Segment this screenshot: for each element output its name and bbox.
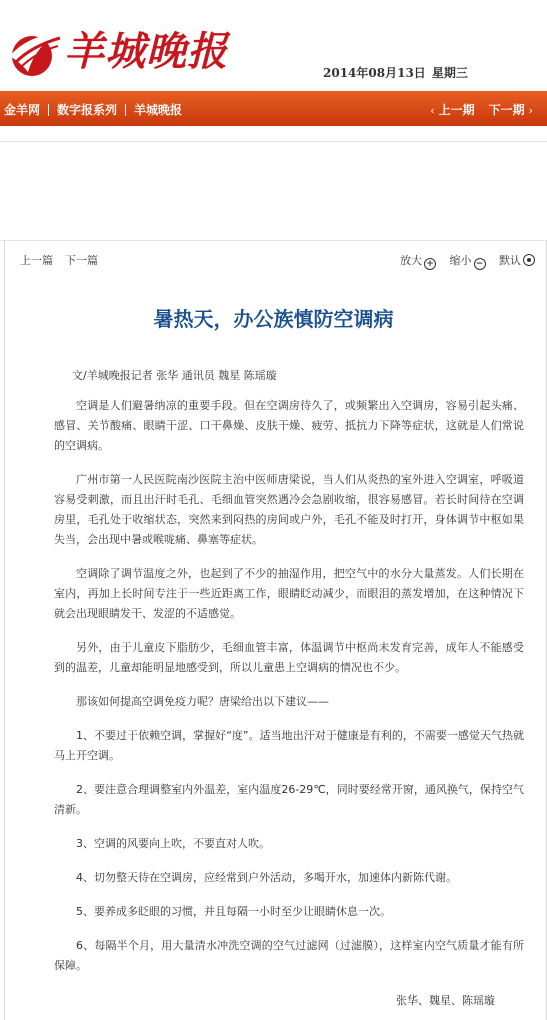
banner-placeholder — [0, 141, 547, 241]
date-text: 2014年08月13日 — [323, 66, 426, 80]
nav-links — [4, 91, 182, 126]
chevron-left-icon: ‹ — [430, 104, 435, 117]
top-nav-bar — [0, 91, 547, 126]
minus-circle-icon: − — [474, 258, 486, 270]
article-byline: 文/羊城晚报记者 张华 通讯员 魏星 陈瑶璇 — [72, 369, 277, 382]
article-toolbar — [20, 252, 535, 268]
next-article-link[interactable]: 下一篇 — [65, 254, 98, 267]
article-body — [54, 396, 524, 990]
article-paragraph: 空调是人们避暑纳凉的重要手段。但在空调房待久了，或频繁出入空调房，容易引起头痛、感冒、关节酸痛、眼睛干涩、口干鼻燥、皮肤干燥、疲劳、抵抗力下降等症状，这就是人们常说的空调病。 — [54, 399, 524, 452]
nav-link-digital-series[interactable]: 数字报系列 — [57, 103, 118, 117]
newspaper-logo[interactable] — [6, 22, 228, 84]
default-size-button[interactable] — [499, 252, 535, 268]
issue-pager — [430, 91, 537, 126]
article-paragraph: 1、不要过于依赖空调，掌握好“度”。适当地出汗对于健康是有利的，不需要一感觉天气热就马上开空调。 — [54, 729, 524, 762]
dot-circle-icon — [523, 254, 535, 266]
article-paragraph: 2、要注意合理调整室内外温差，室内温度26-29℃，同时要经常开窗，通风换气，保持空气清新。 — [54, 783, 524, 816]
nav-divider — [125, 104, 126, 116]
zoom-in-label: 放大 — [400, 254, 422, 267]
zoom-out-label: 缩小 — [449, 254, 472, 267]
article-paragraph: 5、要养成多眨眼的习惯，并且每隔一小时至少让眼睛休息一次。 — [76, 905, 391, 918]
article-title: 暑热天，办公族慎防空调病 — [153, 307, 394, 331]
article-paragraph: 另外，由于儿童皮下脂肪少，毛细血管丰富，体温调节中枢尚未发育完善，成年人不能感受到的温差，儿童却能明显地感受到，所以儿童患上空调病的情况也不少。 — [54, 641, 524, 674]
article-paragraph: 6、每隔半个月，用大量清水冲洗空调的空气过滤网（过滤膜），这样室内空气质量才能有所保障。 — [54, 939, 524, 972]
prev-article-link[interactable]: 上一篇 — [20, 254, 53, 267]
chevron-right-icon: › — [528, 104, 533, 117]
article-signature: 张华、魏星、陈瑶璇 — [396, 994, 495, 1007]
logo-text: 羊城晚报 — [64, 28, 228, 75]
logo-swoosh-icon — [6, 22, 66, 82]
nav-link-ycwb[interactable]: 羊城晚报 — [134, 103, 183, 117]
issue-date — [323, 64, 468, 81]
article-paragraph: 空调除了调节温度之外，也起到了不少的抽湿作用，把空气中的水分大量蒸发。人们长期在室内，再加上长时间专注于一些近距离工作，眼睛眨动减少，而眼泪的蒸发增加，在这种情况下就会出现眼睛发干、发涩的不适感觉。 — [54, 567, 524, 620]
weekday-text: 星期三 — [431, 66, 468, 80]
zoom-out-button[interactable] — [450, 252, 486, 270]
article-paragraph: 那该如何提高空调免疫力呢？唐梁给出以下建议—— — [76, 695, 329, 708]
masthead — [0, 0, 547, 91]
plus-circle-icon: + — [424, 258, 436, 270]
prev-issue-link[interactable]: 上一期 — [438, 103, 475, 117]
article-paragraph: 4、切勿整天待在空调房，应经常到户外活动，多喝开水，加速体内新陈代谢。 — [76, 871, 457, 884]
zoom-in-button[interactable] — [400, 252, 436, 270]
default-size-label: 默认 — [499, 254, 521, 267]
nav-link-jinyang[interactable]: 金羊网 — [4, 103, 41, 117]
article-paragraph: 广州市第一人民医院南沙医院主治中医师唐梁说，当人们从炎热的室外进入空调室，呼吸道容易受刺激，而且出汗时毛孔、毛细血管突然遇冷会急剧收缩，很容易感冒。若长时间待在空调房里，毛孔处于收缩状态，突然来到闷热的房间或户外，毛孔不能及时打开，身体调节中枢如果失当，会出现中暑或喉咙痛、鼻塞等症状。 — [54, 473, 524, 546]
nav-divider — [48, 104, 49, 116]
next-issue-link[interactable]: 下一期 — [488, 103, 525, 117]
article-paragraph: 3、空调的风要向上吹，不要直对人吹。 — [76, 837, 270, 850]
